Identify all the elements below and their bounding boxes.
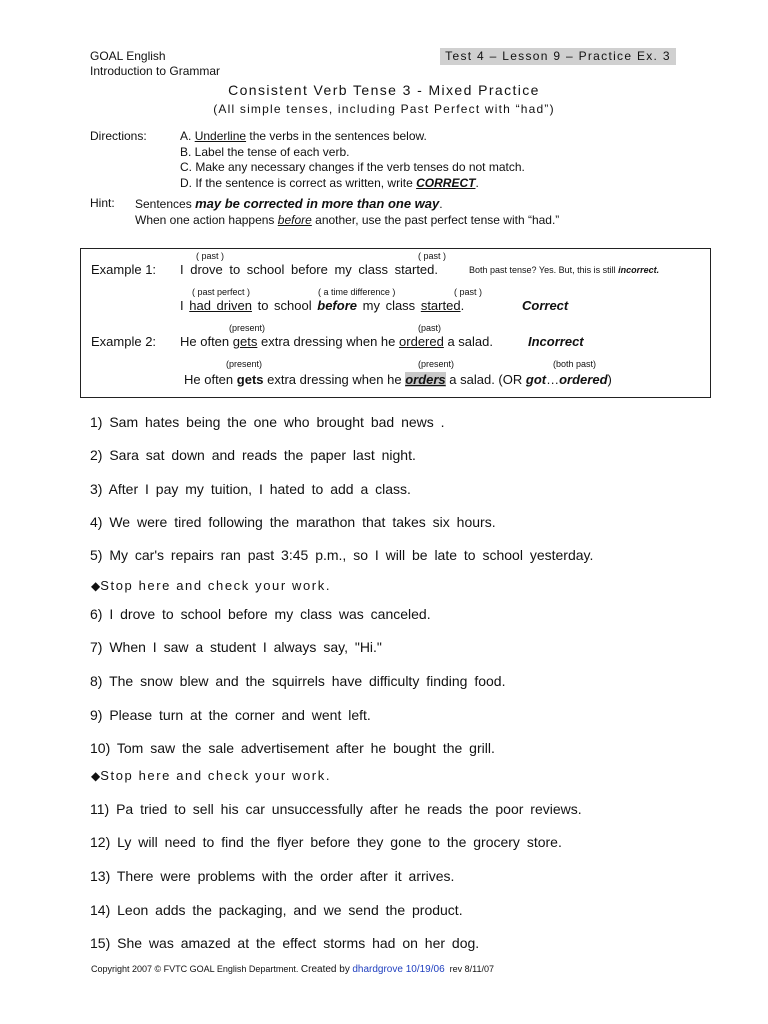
ex1-fix <box>180 298 464 313</box>
ex1-fix-pre: I <box>180 298 184 313</box>
ex2-s-mid: extra dressing when he <box>260 334 396 349</box>
ex2-fix <box>184 372 612 387</box>
list-item: 7) When I saw a student I always say, "Hi." <box>90 639 382 655</box>
list-item: 14) Leon adds the packaging, and we send the product. <box>90 902 463 918</box>
list-item: 11) Pa tried to sell his car unsuccessfully after he reads the poor reviews. <box>90 801 582 817</box>
ex2-label: Example 2: <box>91 334 157 349</box>
list-item: 8) The snow blew and the squirrels have difficulty finding food. <box>90 673 506 689</box>
hint-line-2-before: before <box>277 213 312 227</box>
direction-a <box>180 129 525 145</box>
ex2-sentence <box>180 334 493 349</box>
list-item: 5) My car's repairs ran past 3:45 p.m., so I will be late to school yesterday. <box>90 547 594 563</box>
footer-created: Created by <box>300 964 350 975</box>
hint-line-2 <box>135 212 559 228</box>
ex2-s-ordered: ordered <box>399 334 444 349</box>
footer <box>91 964 494 975</box>
ex2-f-pre: He often <box>184 372 234 387</box>
direction-d-end: . <box>475 175 479 190</box>
directions-list <box>180 129 525 191</box>
list-item: 2) Sara sat down and reads the paper last night. <box>90 447 416 463</box>
page-title: Consistent Verb Tense 3 - Mixed Practice <box>228 82 540 98</box>
direction-d-prefix: D. If the sentence is correct as written, write <box>180 175 413 190</box>
diamond-icon: ◆ <box>91 579 101 593</box>
hint-line-2-post: another, use the past perfect tense with “had.” <box>315 213 560 227</box>
hint-text <box>135 196 559 228</box>
stop-text-2: Stop here and check your work. <box>100 768 332 783</box>
list-item: 12) Ly will need to find the flyer before they gone to the grocery store. <box>90 834 562 850</box>
ex2-f-dots: … <box>546 372 560 387</box>
ex2-tag-both-past: (both past) <box>553 359 597 369</box>
ex1-sentence: I drove to school before my class started. <box>180 262 438 277</box>
page-subtitle: (All simple tenses, including Past Perfect with “had”) <box>213 102 555 116</box>
direction-a-rest: the verbs in the sentences below. <box>249 129 427 143</box>
footer-copyright: Copyright 2007 © FVTC GOAL English Department. <box>91 964 299 974</box>
ex2-f-close: ) <box>607 372 612 387</box>
hint-line-2-pre: When one action happens <box>135 213 275 227</box>
ex2-verdict: Incorrect <box>528 334 584 349</box>
direction-b: B. Label the tense of each verb. <box>180 144 350 159</box>
ex1-verdict: Correct <box>522 298 569 313</box>
ex2-f-gets: gets <box>236 372 264 387</box>
lesson-badge: Test 4 – Lesson 9 – Practice Ex. 3 <box>440 48 676 65</box>
list-item: 9) Please turn at the corner and went left. <box>90 707 371 723</box>
ex2-tag-past: (past) <box>418 323 442 333</box>
ex2-f-ordered: ordered <box>559 372 608 387</box>
stop-text-1: Stop here and check your work. <box>100 578 332 593</box>
list-item: 1) Sam hates being the one who brought bad news . <box>90 414 445 430</box>
stop-check-1 <box>91 578 331 593</box>
list-item: 10) Tom saw the sale advertisement after he bought the grill. <box>90 740 495 756</box>
ex1-fix-before: before <box>317 298 357 313</box>
list-item: 6) I drove to school before my class was canceled. <box>90 606 431 622</box>
org-name: GOAL English <box>90 49 166 63</box>
header-left <box>90 49 220 79</box>
ex1-fix-started: started <box>420 298 461 313</box>
hint-label: Hint: <box>90 196 115 210</box>
ex1-note-pre: Both past tense? Yes. But, this is still <box>469 265 616 275</box>
ex2-s-pre: He often <box>180 334 230 349</box>
footer-rev: rev 8/11/07 <box>449 964 495 974</box>
hint-line-1-end: . <box>439 197 443 211</box>
hint-line-1-pre: Sentences <box>135 197 192 211</box>
list-item: 15) She was amazed at the effect storms had on her dog. <box>90 935 480 951</box>
ex1-tag-past-1: ( past ) <box>196 251 225 261</box>
ex2-tag-present: (present) <box>229 323 266 333</box>
ex2-f-orders: orders <box>405 372 446 387</box>
directions-label: Directions: <box>90 129 147 143</box>
ex1-label: Example 1: <box>91 262 157 277</box>
hint-line-1 <box>135 196 559 212</box>
ex1-fix-mid1: to school <box>257 298 312 313</box>
ex1-fix-end: . <box>460 298 465 313</box>
ex1-tag-past-perfect: ( past perfect ) <box>192 287 251 297</box>
ex1-note-bold: incorrect. <box>618 265 660 275</box>
ex2-tag-present-2: (present) <box>226 359 263 369</box>
ex1-tag-past-3: ( past ) <box>454 287 483 297</box>
hint-line-1-bold: may be corrected in more than one way <box>195 196 440 211</box>
direction-d <box>180 176 525 192</box>
direction-c: C. Make any necessary changes if the verb tenses do not match. <box>180 160 525 174</box>
direction-a-prefix: A. <box>180 129 192 143</box>
ex1-tag-past-2: ( past ) <box>418 251 447 261</box>
ex2-f-post: a salad. (OR <box>449 372 523 387</box>
course-name: Introduction to Grammar <box>90 64 221 78</box>
footer-author: dhardgrove 10/19/06 <box>352 964 445 975</box>
ex1-tag-time-diff: ( a time difference ) <box>318 287 396 297</box>
list-item: 4) We were tired following the marathon that takes six hours. <box>90 514 496 530</box>
stop-check-2 <box>91 768 331 783</box>
direction-d-correct: CORRECT <box>416 175 476 190</box>
diamond-icon: ◆ <box>91 769 101 783</box>
ex2-f-mid: extra dressing when he <box>267 372 402 387</box>
ex2-s-end: a salad. <box>447 334 494 349</box>
list-item: 13) There were problems with the order after it arrives. <box>90 868 455 884</box>
ex1-note <box>469 265 659 275</box>
ex2-s-gets: gets <box>232 334 258 349</box>
ex1-fix-mid2: my class <box>362 298 416 313</box>
ex2-f-got: got <box>525 372 547 387</box>
ex1-fix-had-driven: had driven <box>189 298 252 313</box>
list-item: 3) After I pay my tuition, I hated to add a class. <box>90 481 411 497</box>
direction-a-underline: Underline <box>194 129 247 143</box>
ex2-tag-present-3: (present) <box>418 359 455 369</box>
